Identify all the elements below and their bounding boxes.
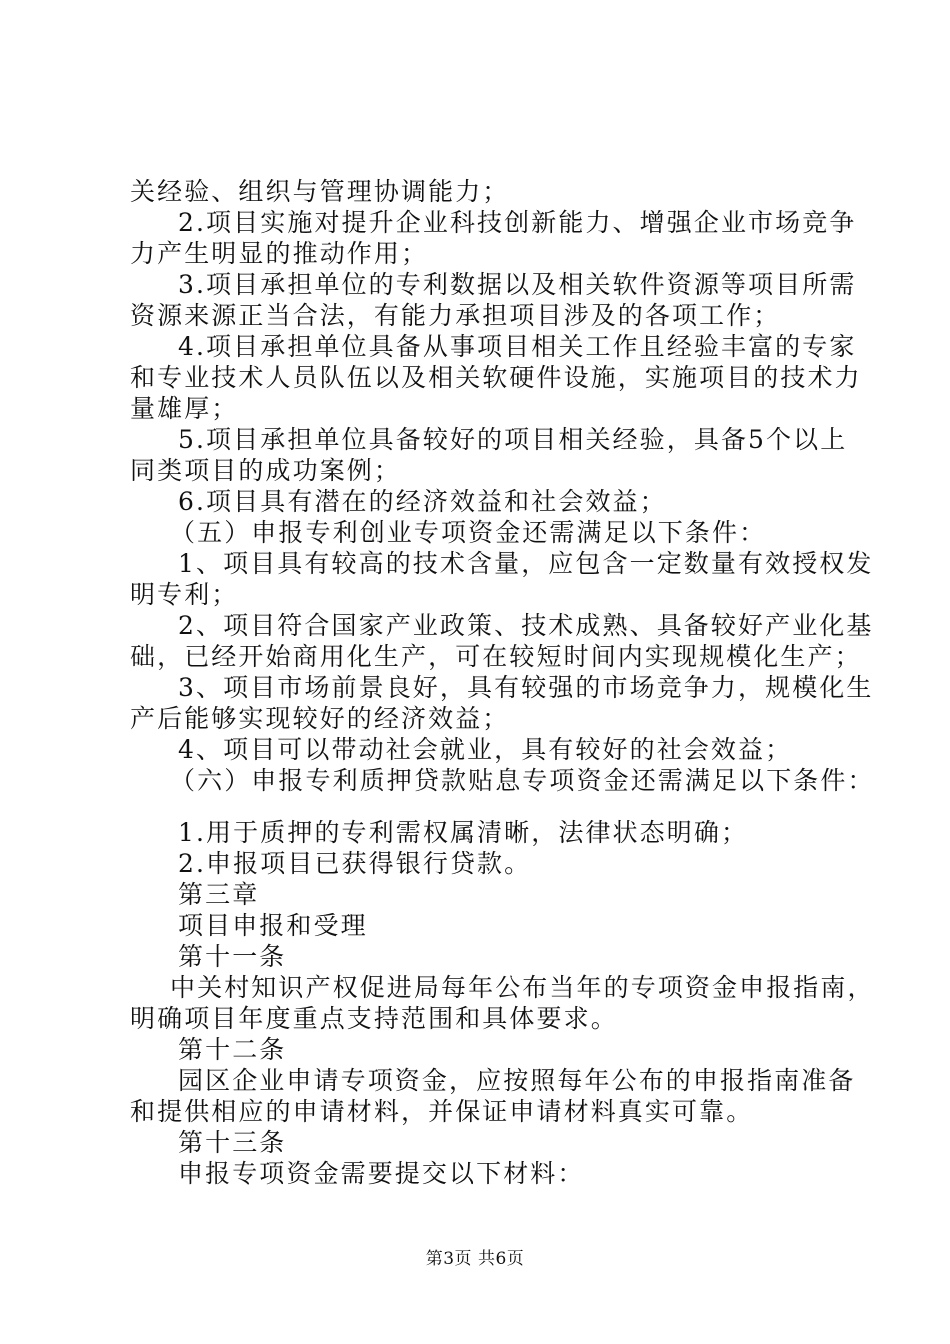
text-line: 4.项目承担单位具备从事项目相关工作且经验丰富的专家	[178, 332, 857, 361]
text-line: 3、项目市场前景良好，具有较强的市场竞争力，规模化生	[178, 673, 874, 702]
text-line: 和专业技术人员队伍以及相关软硬件设施，实施项目的技术力	[130, 363, 862, 392]
text-line: 关经验、组织与管理协调能力；	[130, 177, 510, 206]
article-title: 第十二条	[178, 1035, 287, 1064]
chapter-title: 第三章	[178, 880, 260, 909]
text-line: 资源来源正当合法，有能力承担项目涉及的各项工作；	[130, 301, 781, 330]
section-heading: （五）申报专利创业专项资金还需满足以下条件：	[170, 518, 767, 547]
text-line: 中关村知识产权促进局每年公布当年的专项资金申报指南，	[170, 973, 875, 1002]
text-line: 2、项目符合国家产业政策、技术成熟、具备较好产业化基	[178, 611, 874, 640]
section-heading: （六）申报专利质押贷款贴息专项资金还需满足以下条件：	[170, 766, 875, 795]
text-line: 同类项目的成功案例；	[130, 456, 402, 485]
chapter-subtitle: 项目申报和受理	[178, 911, 368, 940]
text-line: 明专利；	[130, 580, 239, 609]
page-footer: 第3页 共6页	[425, 1249, 525, 1269]
text-line: 力产生明显的推动作用；	[130, 239, 429, 268]
text-line: 申报专项资金需要提交以下材料：	[178, 1159, 585, 1188]
text-line: 础，已经开始商用化生产，可在较短时间内实现规模化生产；	[130, 642, 862, 671]
text-line: 2.项目实施对提升企业科技创新能力、增强企业市场竞争	[178, 208, 857, 237]
text-line: 1、项目具有较高的技术含量，应包含一定数量有效授权发	[178, 549, 874, 578]
text-line: 5.项目承担单位具备较好的项目相关经验，具备5个以上	[178, 425, 848, 454]
article-title: 第十一条	[178, 942, 287, 971]
text-line: 1.用于质押的专利需权属清晰，法律状态明确；	[178, 818, 749, 847]
text-line: 6.项目具有潜在的经济效益和社会效益；	[178, 487, 667, 516]
text-line: 量雄厚；	[130, 394, 239, 423]
text-line: 3.项目承担单位的专利数据以及相关软件资源等项目所需	[178, 270, 857, 299]
text-line: 园区企业申请专项资金，应按照每年公布的申报指南准备	[178, 1066, 856, 1095]
text-line: 明确项目年度重点支持范围和具体要求。	[130, 1004, 618, 1033]
article-title: 第十三条	[178, 1128, 287, 1157]
text-line: 2.申报项目已获得银行贷款。	[178, 849, 532, 878]
text-line: 和提供相应的申请材料，并保证申请材料真实可靠。	[130, 1097, 754, 1126]
text-line: 产后能够实现较好的经济效益；	[130, 704, 510, 733]
text-line: 4、项目可以带动社会就业，具有较好的社会效益；	[178, 735, 793, 764]
